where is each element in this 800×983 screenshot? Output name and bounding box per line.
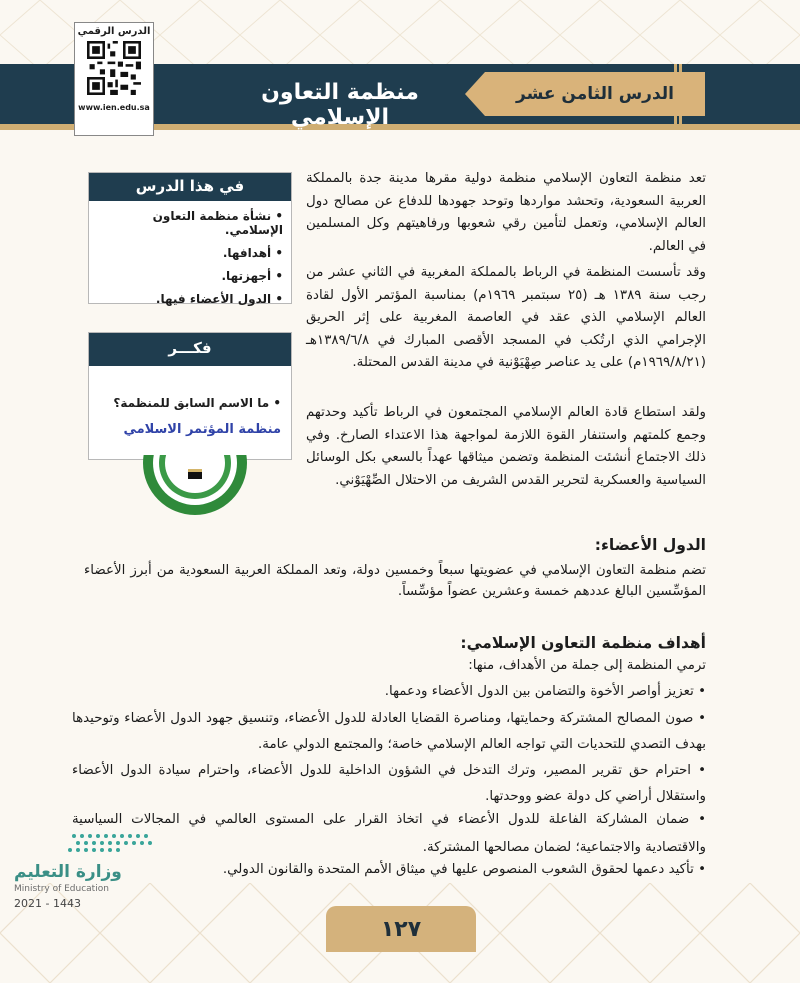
intro-paragraph-2: وقد تأسست المنظمة في الرباط بالمملكة المغربية في الثاني عشر من رجب سنة ١٣٨٩ هـ (٢٥ سبتمبر ١٩٦٩م) بمناسبة المؤتمر الأول لقادة العالم الإسلامي الذي عقد في العاصمة المغربية على إثر الحريق الإجرامي الذي ارتُكب في المسجد الأقصى المبارك في ١٣٨٩/٦/٨هـ (١٩٦٩/٨/٢١م) على يد عناصر صِهْيَوْنية في مدينة القدس المحتلة.	[306, 265, 706, 370]
members-text: تضم منظمة التعاون الإسلامي في عضويتها سبعاً وخمسين دولة، وتعد المملكة العربية السعودية من أبرز الأعضاء المؤسِّسين البالغ عددهم خمسة وعشرين عضواً مؤسِّساً.	[84, 563, 706, 599]
digital-lesson-qr[interactable]	[74, 22, 154, 136]
ministry-name-en: Ministry of Education	[14, 884, 109, 894]
think-question: • ما الاسم السابق للمنظمة؟	[113, 396, 281, 410]
goal-item: • ضمان المشاركة الفاعلة للدول الأعضاء في اتخاذ القرار على المستوى العالمي في المجالات السياسية والاقتصادية والاجتماعية؛ لضمان مصالحها المشتركة.	[72, 812, 706, 855]
intro-paragraph-1: تعد منظمة التعاون الإسلامي منظمة دولية مقرها مدينة جدة بالمملكة العربية السعودية، وتحشد مواردها وتوحد جهودها للدفاع عن مصالح دول العالم الإسلامي، وتعمل لتأمين رقي شعوبها ورفاهيتهم وكل المسلمين في العالم.	[306, 171, 706, 254]
list-item: • أجهزتها.	[93, 269, 283, 283]
think-answer: منظمة المؤتمر الاسلامي	[123, 422, 281, 437]
in-this-lesson-box	[88, 172, 292, 304]
goal-item: • صون المصالح المشتركة وحمايتها، ومناصرة القضايا العادلة للدول الأعضاء، وتنسيق جهود الدول الأعضاء وتوحيدها بهدف التصدي للتحديات التي تواجه العالم الإسلامي خاصة؛ والمجتمع الدولي عامة.	[72, 711, 706, 752]
page-number: ١٢٧	[326, 906, 476, 952]
oic-logo-icon	[140, 455, 250, 525]
qr-label: الدرس الرقمي	[77, 26, 151, 37]
lesson-title: منظمة التعاون الإسلامي	[261, 80, 419, 130]
list-item: • الدول الأعضاء فيها.	[93, 292, 283, 306]
ministry-logo	[14, 830, 174, 910]
ministry-name-ar: وزارة التعليم	[14, 862, 122, 882]
list-item: • أهدافها.	[93, 246, 283, 260]
members-heading: الدول الأعضاء:	[594, 536, 706, 554]
in-this-lesson-title: في هذا الدرس	[89, 173, 291, 201]
lesson-number: الدرس الثامن عشر	[485, 72, 705, 116]
think-box	[88, 332, 292, 460]
goals-intro: ترمي المنظمة إلى جملة من الأهداف، منها:	[468, 658, 706, 673]
goal-item: • تأكيد دعمها لحقوق الشعوب المنصوص عليها في ميثاق الأمم المتحدة والقانون الدولي.	[222, 862, 706, 877]
qr-url[interactable]: www.ien.edu.sa	[78, 103, 150, 112]
goals-heading: أهداف منظمة التعاون الإسلامي:	[460, 634, 706, 652]
header-right-cap	[710, 64, 800, 124]
list-item: • نشأة منظمة التعاون الإسلامي.	[93, 209, 283, 237]
ministry-year: 2021 - 1443	[14, 897, 81, 910]
intro-paragraph-3: ولقد استطاع قادة العالم الإسلامي المجتمعون في الرباط تأكيد وحدتهم وجمع كلمتهم واستنفار القوة اللازمة لمواجهة هذا الاعتداء الصارخ. وفي ذلك الاجتماع أنشئت المنظمة وتضمن ميثاقها عهداً بالسعي بكل الوسائل السياسية والعسكرية لتحرير القدس الشريف من الاحتلال الصِّهْيَوْني.	[306, 405, 706, 488]
in-this-lesson-list	[93, 209, 283, 306]
think-title: فكـــر	[89, 333, 291, 366]
goal-item: • احترام حق تقرير المصير، وترك التدخل في الشؤون الداخلية للدول الأعضاء، واحترام سيادة الدول الأعضاء واستقلال أراضي كل دولة عضو ووحدتها.	[72, 763, 706, 804]
goal-item: • تعزيز أواصر الأخوة والتضامن بين الدول الأعضاء ودعمها.	[384, 684, 706, 699]
qr-code-icon[interactable]	[87, 41, 141, 95]
ministry-dots-icon	[14, 830, 164, 858]
